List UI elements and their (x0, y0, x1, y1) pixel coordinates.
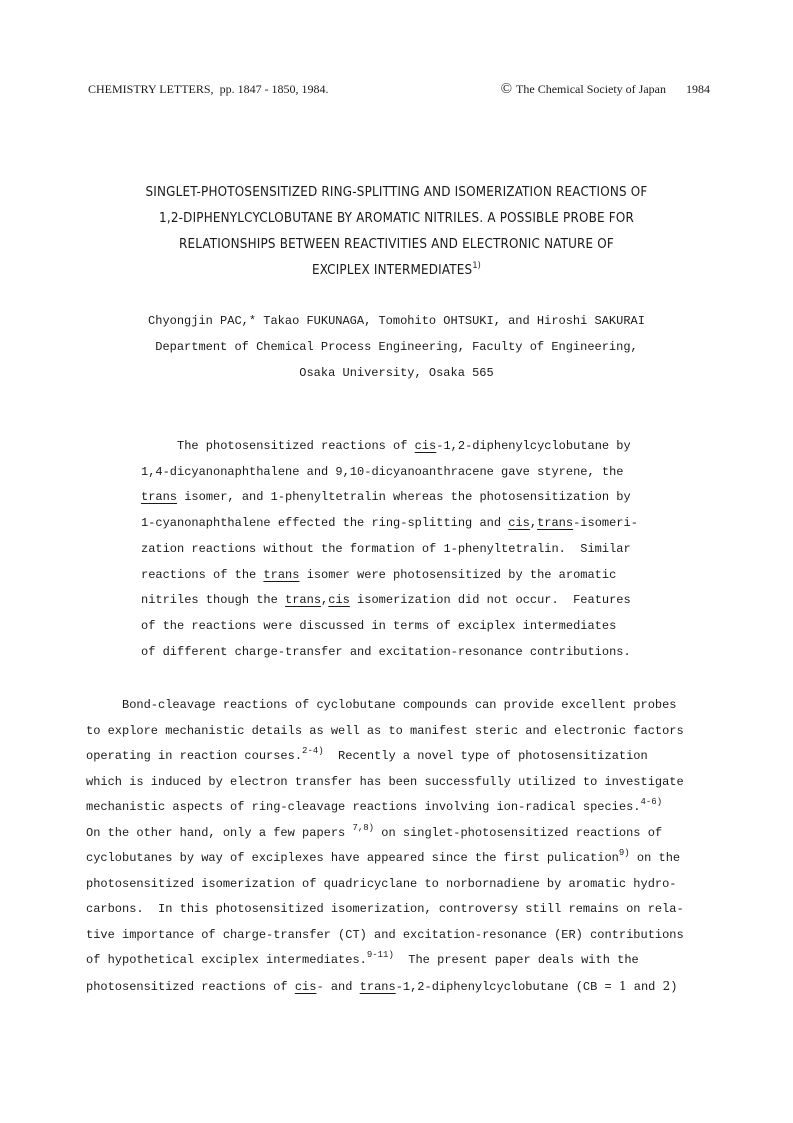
text: photosensitized reactions of (86, 979, 295, 994)
text: 1-cyanonaphthalene effected the ring-splitting and (141, 516, 509, 531)
journal-pages: pp. 1847 - 1850, 1984. (219, 82, 329, 96)
title-line: 1,2-DIPHENYLCYCLOBUTANE BY AROMATIC NITRILES. A POSSIBLE PROBE FOR (159, 211, 634, 226)
body-line (86, 821, 726, 847)
title-text: EXCIPLEX INTERMEDIATES (311, 263, 473, 278)
text: mechanistic aspects of ring-cleavage reactions involving ion-radical species. (86, 800, 641, 814)
abstract-line: zation reactions without the formation of 1-phenyltetralin. Similar (141, 541, 631, 556)
italic-term: trans (537, 516, 574, 531)
abstract-line: of the reactions were discussed in terms of exciplex intermediates (141, 618, 617, 633)
header-year: 1984 (686, 82, 710, 96)
text: isomer, and 1-phenyltetralin whereas the photosensitization by (177, 490, 631, 505)
header-right (501, 82, 710, 97)
title-reference: 1) (472, 261, 482, 271)
text: The photosensitized reactions of (141, 439, 415, 453)
abstract-line (141, 434, 701, 460)
copyright-notice (501, 82, 666, 97)
journal-name: CHEMISTRY LETTERS, (88, 82, 214, 96)
paper-title (0, 180, 793, 284)
text: on the (629, 851, 681, 865)
copyright-icon: © (500, 81, 513, 97)
text: , (321, 593, 329, 608)
body-line: photosensitized isomerization of quadricyclane to norbornadiene by aromatic hydro- (86, 876, 677, 891)
title-line (0, 258, 793, 284)
text: cyclobutanes by way of exciplexes have appeared since the first pulication (86, 851, 619, 865)
body-line: which is induced by electron transfer has been successfully utilized to investigate (86, 774, 684, 789)
author-university: Osaka University, Osaka 565 (299, 366, 494, 380)
compound-number: 2 (662, 978, 671, 993)
text: -isomeri- (573, 516, 638, 531)
text: and (626, 979, 663, 994)
citation-ref: 4-6) (640, 797, 663, 807)
society-name: The Chemical Society of Japan (516, 82, 666, 96)
text: -1,2-diphenylcyclobutane by (436, 439, 631, 453)
text: operating in reaction courses. (86, 749, 303, 763)
text: ) (670, 979, 678, 994)
italic-term: trans (285, 593, 322, 608)
text: The present paper deals with the (393, 953, 639, 967)
journal-citation (88, 82, 329, 97)
abstract-line: of different charge-transfer and excitation-resonance contributions. (141, 644, 631, 659)
citation-ref: 9-11) (366, 950, 394, 960)
citation-ref: 2-4) (302, 746, 324, 756)
abstract-line (141, 563, 701, 589)
body-line (86, 744, 726, 770)
body-paragraph (86, 693, 726, 1000)
body-line: Bond-cleavage reactions of cyclobutane compounds can provide excellent probes (86, 698, 677, 712)
text: on singlet-photosensitized reactions of (374, 825, 663, 840)
title-line: RELATIONSHIPS BETWEEN REACTIVITIES AND ELECTRONIC NATURE OF (179, 237, 614, 252)
body-line: to explore mechanistic details as well as to manifest steric and electronic factors (86, 723, 684, 738)
italic-term: trans (263, 567, 300, 582)
abstract (141, 434, 701, 665)
abstract-line (141, 511, 701, 537)
abstract-line (141, 485, 701, 511)
body-line (86, 795, 726, 821)
italic-term: cis (508, 516, 530, 531)
text: reactions of the (141, 567, 264, 582)
text: isomerization did not occur. Features (349, 593, 631, 608)
text: , (529, 516, 538, 531)
body-line (86, 974, 726, 1001)
citation-ref: 9) (618, 848, 630, 858)
body-line (86, 948, 726, 974)
abstract-line: 1,4-dicyanonaphthalene and 9,10-dicyanoanthracene gave styrene, the (141, 464, 624, 479)
title-line: SINGLET-PHOTOSENSITIZED RING-SPLITTING AND ISOMERIZATION REACTIONS OF (145, 185, 648, 200)
text: Recently a novel type of photosensitization (323, 749, 648, 763)
italic-term: cis (328, 593, 350, 608)
body-line: tive importance of charge-transfer (CT) and excitation-resonance (ER) contributions (86, 927, 684, 942)
italic-term: trans (359, 979, 396, 994)
italic-term: trans (141, 490, 178, 505)
running-header (88, 82, 710, 97)
body-line: carbons. In this photosensitized isomerization, controversy still remains on rela- (86, 902, 684, 916)
author-names: Chyongjin PAC,* Takao FUKUNAGA, Tomohito OHTSUKI, and Hiroshi SAKURAI (148, 314, 645, 328)
citation-ref: 7,8) (352, 822, 375, 833)
text: nitriles though the (141, 593, 286, 608)
italic-term: cis (294, 979, 317, 994)
text: -1,2-diphenylcyclobutane (CB = (395, 979, 619, 994)
body-line (86, 846, 726, 872)
text: On the other hand, only a few papers (86, 825, 353, 840)
text: isomer were photosensitized by the aromatic (299, 567, 617, 582)
author-block (0, 308, 793, 386)
text: - and (316, 979, 360, 994)
compound-number: 1 (618, 978, 627, 993)
author-department: Department of Chemical Process Engineering, Faculty of Engineering, (155, 340, 638, 354)
abstract-line (141, 588, 701, 614)
italic-term: cis (414, 439, 437, 453)
text: of hypothetical exciplex intermediates. (86, 953, 367, 967)
